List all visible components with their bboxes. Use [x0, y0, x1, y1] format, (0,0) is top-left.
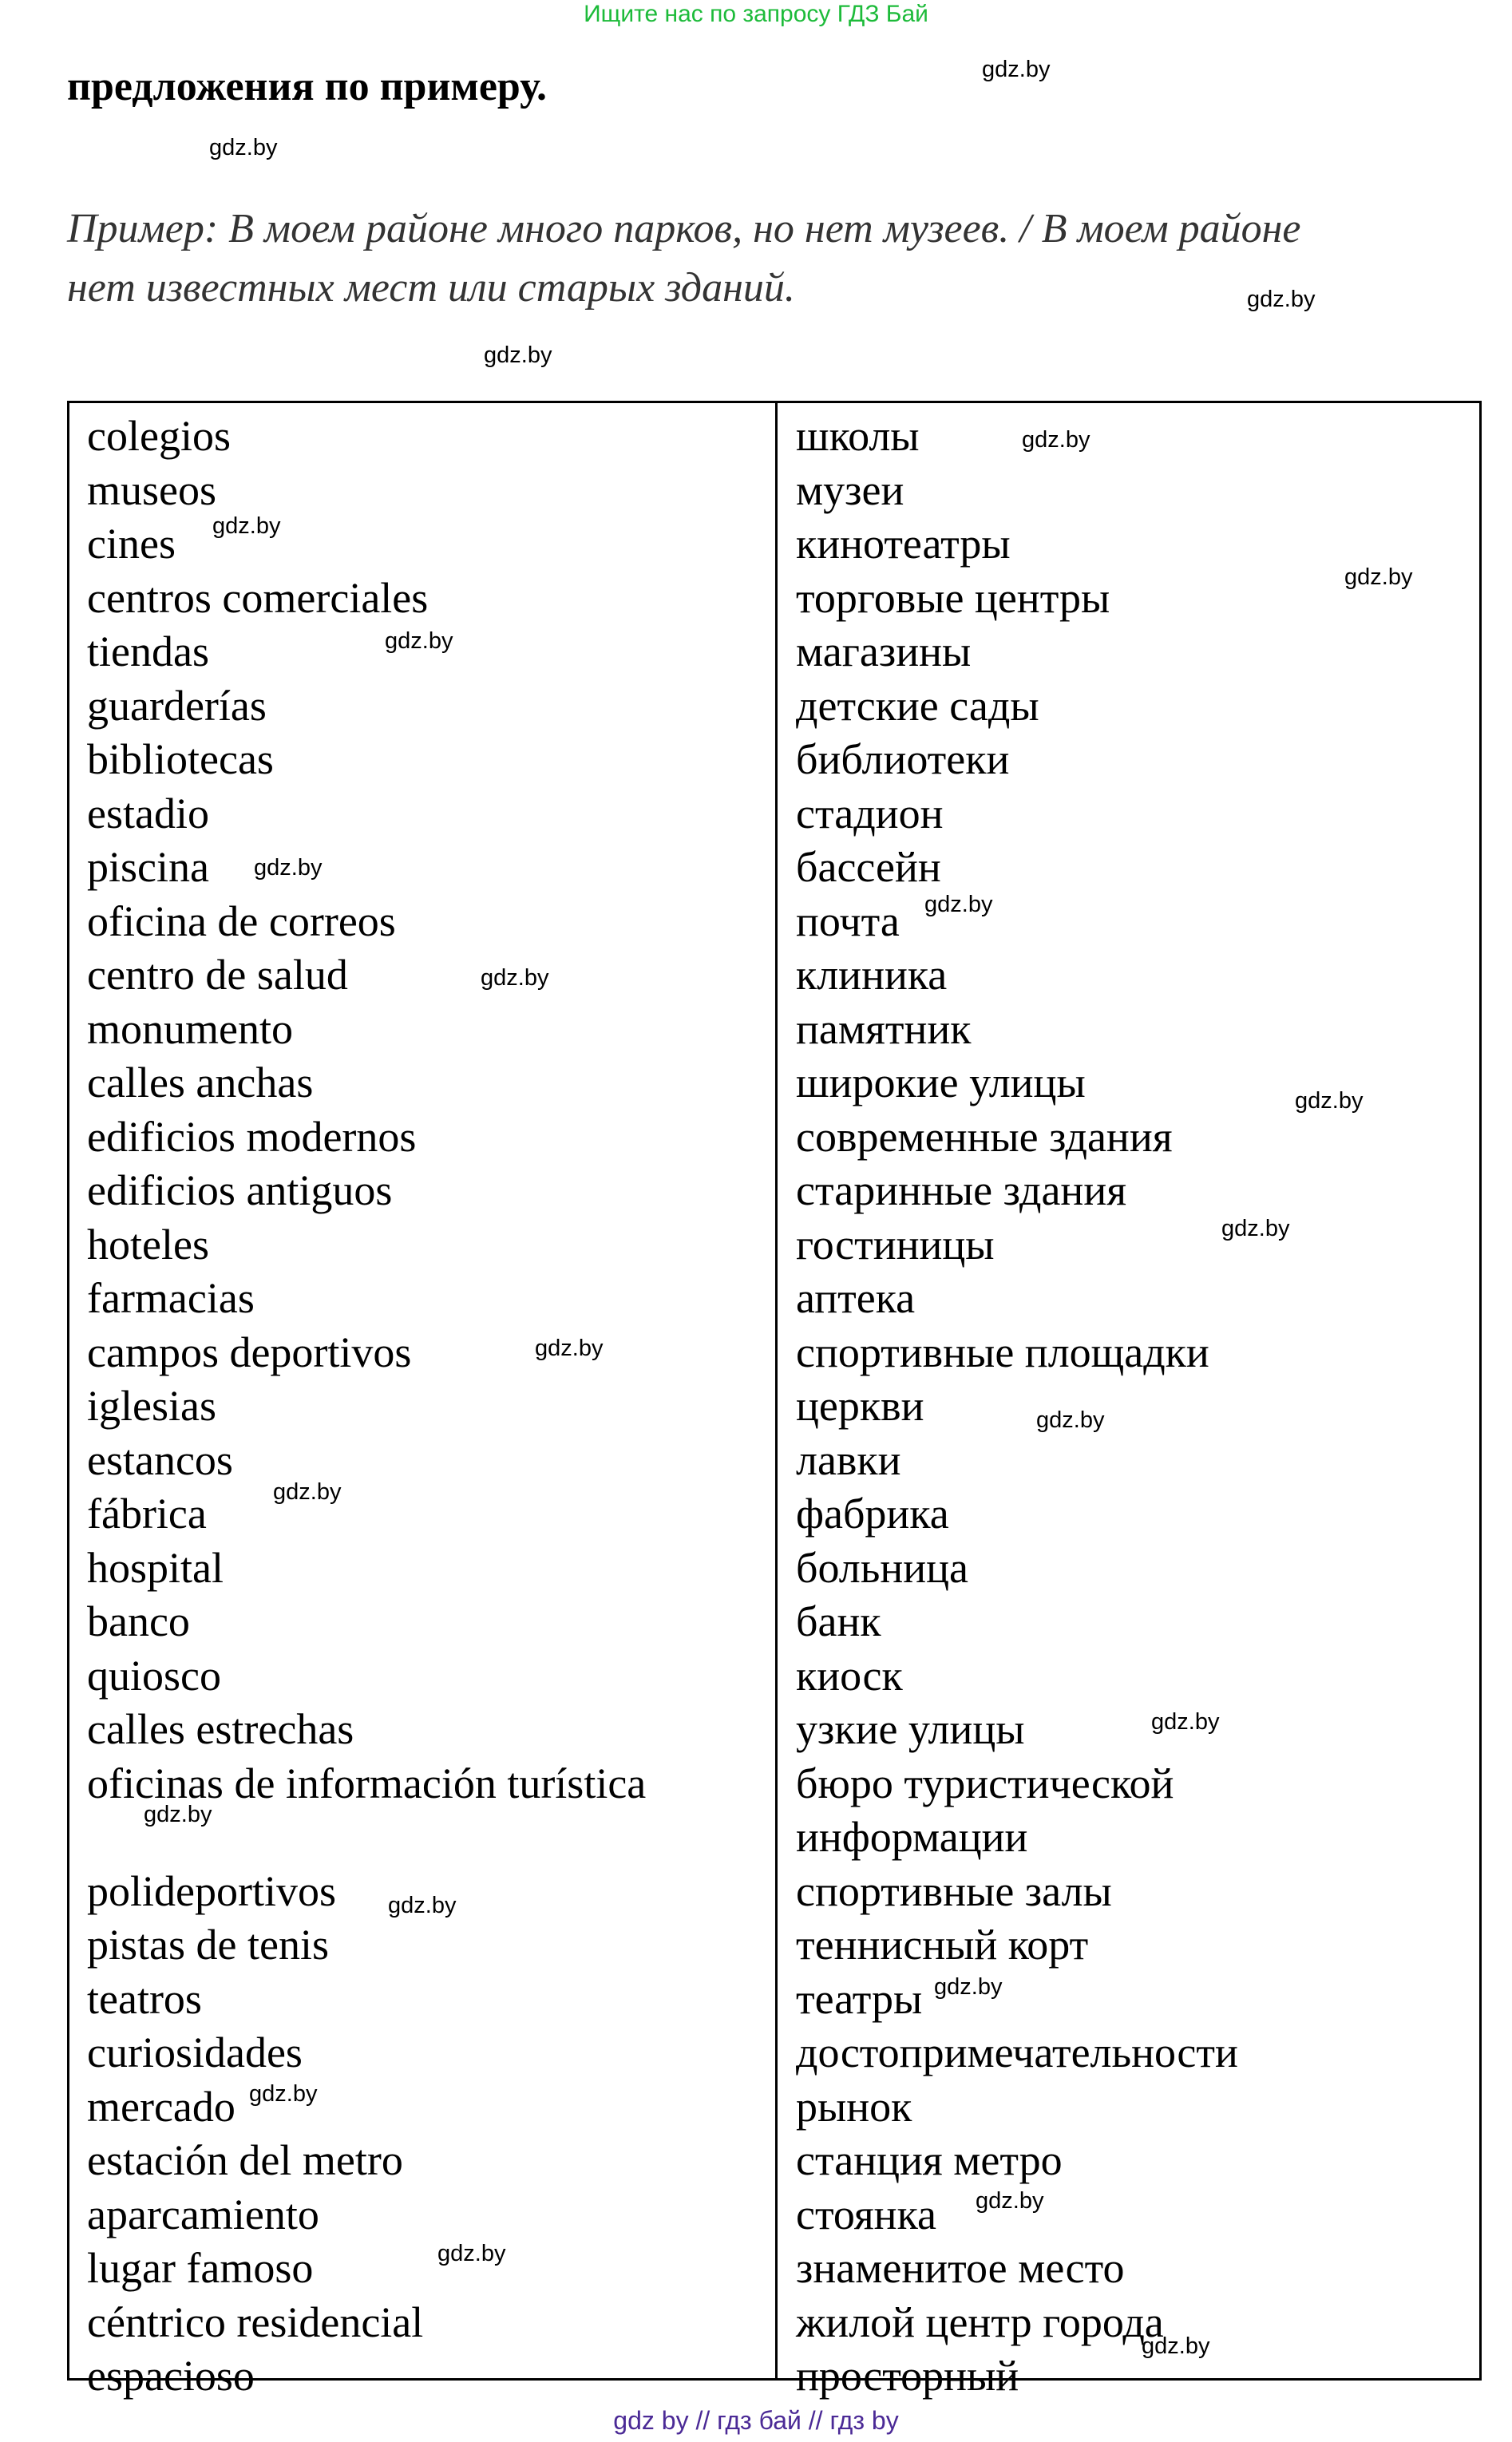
spanish-term: cines [87, 520, 176, 568]
russian-translation: церкви [796, 1382, 924, 1430]
spanish-term: pistas de tenis [87, 1921, 329, 1969]
spanish-term: farmacias [87, 1274, 255, 1322]
spanish-term: colegios [87, 412, 231, 460]
watermark-stamp: gdz.by [388, 1893, 457, 1918]
russian-translation: детские сады [796, 681, 1039, 730]
russian-translation: библиотеки [796, 735, 1010, 783]
spanish-term: monumento [87, 1004, 293, 1053]
spanish-term: museos [87, 465, 216, 514]
watermark-stamp: gdz.by [481, 965, 549, 991]
spanish-term: estación del metro [87, 2136, 403, 2184]
spanish-term: estancos [87, 1435, 233, 1484]
spanish-term: lugar famoso [87, 2244, 314, 2292]
spanish-term: polideportivos [87, 1866, 336, 1915]
russian-translation: театры [796, 1974, 923, 2023]
spanish-term: iglesias [87, 1382, 216, 1430]
russian-translation: торговые центры [796, 573, 1110, 622]
watermark-stamp: gdz.by [212, 513, 281, 539]
spanish-term: estadio [87, 789, 209, 837]
spanish-term: aparcamiento [87, 2190, 319, 2238]
spanish-term: curiosidades [87, 2028, 303, 2076]
watermark-stamp: gdz.by [924, 892, 993, 917]
watermark-stamp: gdz.by [1247, 287, 1316, 312]
spanish-term: hospital [87, 1543, 224, 1592]
spanish-term: calles estrechas [87, 1705, 354, 1753]
russian-translation: бассейн [796, 843, 941, 891]
russian-translation: жилой центр города [796, 2298, 1164, 2346]
spanish-term: mercado [87, 2082, 236, 2131]
bottom-banner[interactable]: gdz by // гдз бай // гдз by [613, 2406, 899, 2435]
exercise-heading: предложения по примеру. [67, 64, 547, 109]
example-line-2: нет известных мест или старых зданий. [67, 265, 795, 311]
spanish-term: teatros [87, 1974, 202, 2023]
russian-translation: фабрика [796, 1490, 949, 1538]
spanish-term: tiendas [87, 627, 209, 675]
russian-translation: спортивные площадки [796, 1328, 1209, 1376]
watermark-stamp: gdz.by [1344, 564, 1413, 590]
russian-translation: киоск [796, 1651, 903, 1700]
spanish-term: piscina [87, 843, 209, 891]
spanish-term: campos deportivos [87, 1328, 412, 1376]
russian-translation: спортивные залы [796, 1866, 1112, 1915]
watermark-stamp: gdz.by [1022, 427, 1090, 453]
spanish-term: céntrico residencial [87, 2298, 424, 2346]
russian-translation: кинотеатры [796, 520, 1011, 568]
russian-translation: широкие улицы [796, 1059, 1086, 1106]
spanish-term: quiosco [87, 1651, 221, 1700]
russian-translation: просторный [796, 2352, 1019, 2400]
example-line-1: Пример: В моем районе много парков, но нет музеев. / В моем районе [67, 206, 1301, 251]
russian-translation: современные здания [796, 1112, 1173, 1161]
spanish-term: centros comerciales [87, 573, 429, 622]
russian-translation: информации [796, 1813, 1028, 1861]
spanish-term: fábrica [87, 1490, 207, 1538]
russian-translation: лавки [796, 1435, 901, 1484]
russian-translation: больница [796, 1543, 968, 1592]
russian-translation: почта [796, 896, 900, 945]
watermark-stamp: gdz.by [385, 628, 453, 654]
spanish-term: centro de salud [87, 951, 348, 999]
spanish-term: hoteles [87, 1220, 209, 1268]
russian-translation: узкие улицы [796, 1705, 1025, 1753]
spanish-term: oficina de correos [87, 896, 396, 945]
russian-translation: станция метро [796, 2136, 1063, 2184]
russian-translation: магазины [796, 627, 972, 675]
watermark-stamp: gdz.by [535, 1336, 604, 1361]
watermark-stamp: gdz.by [1036, 1407, 1105, 1433]
watermark-stamp: gdz.by [437, 2241, 506, 2266]
russian-translation: рынок [796, 2082, 912, 2131]
top-banner[interactable]: Ищите нас по запросу ГДЗ Бай [584, 1, 928, 27]
spanish-term: banco [87, 1597, 190, 1645]
spanish-term: espacioso [87, 2352, 255, 2400]
column-divider [775, 403, 778, 2378]
watermark-stamp: gdz.by [934, 1974, 1003, 2000]
russian-translation: знаменитое место [796, 2244, 1125, 2292]
watermark-stamp: gdz.by [144, 1802, 212, 1827]
russian-translation: аптека [796, 1274, 916, 1322]
russian-translation: стадион [796, 789, 944, 837]
watermark-stamp: gdz.by [249, 2081, 318, 2107]
russian-translation: гостиницы [796, 1220, 995, 1268]
russian-translation: бюро туристической [796, 1759, 1174, 1807]
russian-translation: школы [796, 412, 920, 460]
russian-translation: музеи [796, 465, 904, 514]
russian-translation: памятник [796, 1004, 972, 1053]
russian-translation: достопримечательности [796, 2028, 1238, 2076]
spanish-term: calles anchas [87, 1059, 314, 1106]
spanish-term: bibliotecas [87, 735, 274, 783]
watermark-stamp: gdz.by [1142, 2333, 1210, 2359]
spanish-term: edificios modernos [87, 1112, 417, 1161]
spanish-term: oficinas de información turística [87, 1759, 647, 1807]
spanish-term: guarderías [87, 681, 267, 730]
watermark-stamp: gdz.by [1151, 1709, 1220, 1735]
russian-translation: старинные здания [796, 1166, 1127, 1214]
spanish-term: edificios antiguos [87, 1166, 393, 1214]
watermark-stamp: gdz.by [982, 57, 1051, 82]
watermark-stamp: gdz.by [1295, 1088, 1364, 1114]
russian-translation: клиника [796, 951, 948, 999]
watermark-stamp: gdz.by [976, 2188, 1044, 2214]
watermark-stamp: gdz.by [209, 135, 278, 160]
russian-translation: теннисный корт [796, 1921, 1089, 1969]
watermark-stamp: gdz.by [273, 1479, 342, 1505]
watermark-stamp: gdz.by [254, 855, 323, 881]
russian-translation: стоянка [796, 2190, 936, 2238]
watermark-stamp: gdz.by [1221, 1216, 1290, 1241]
watermark-stamp: gdz.by [484, 342, 552, 368]
russian-translation: банк [796, 1597, 881, 1645]
